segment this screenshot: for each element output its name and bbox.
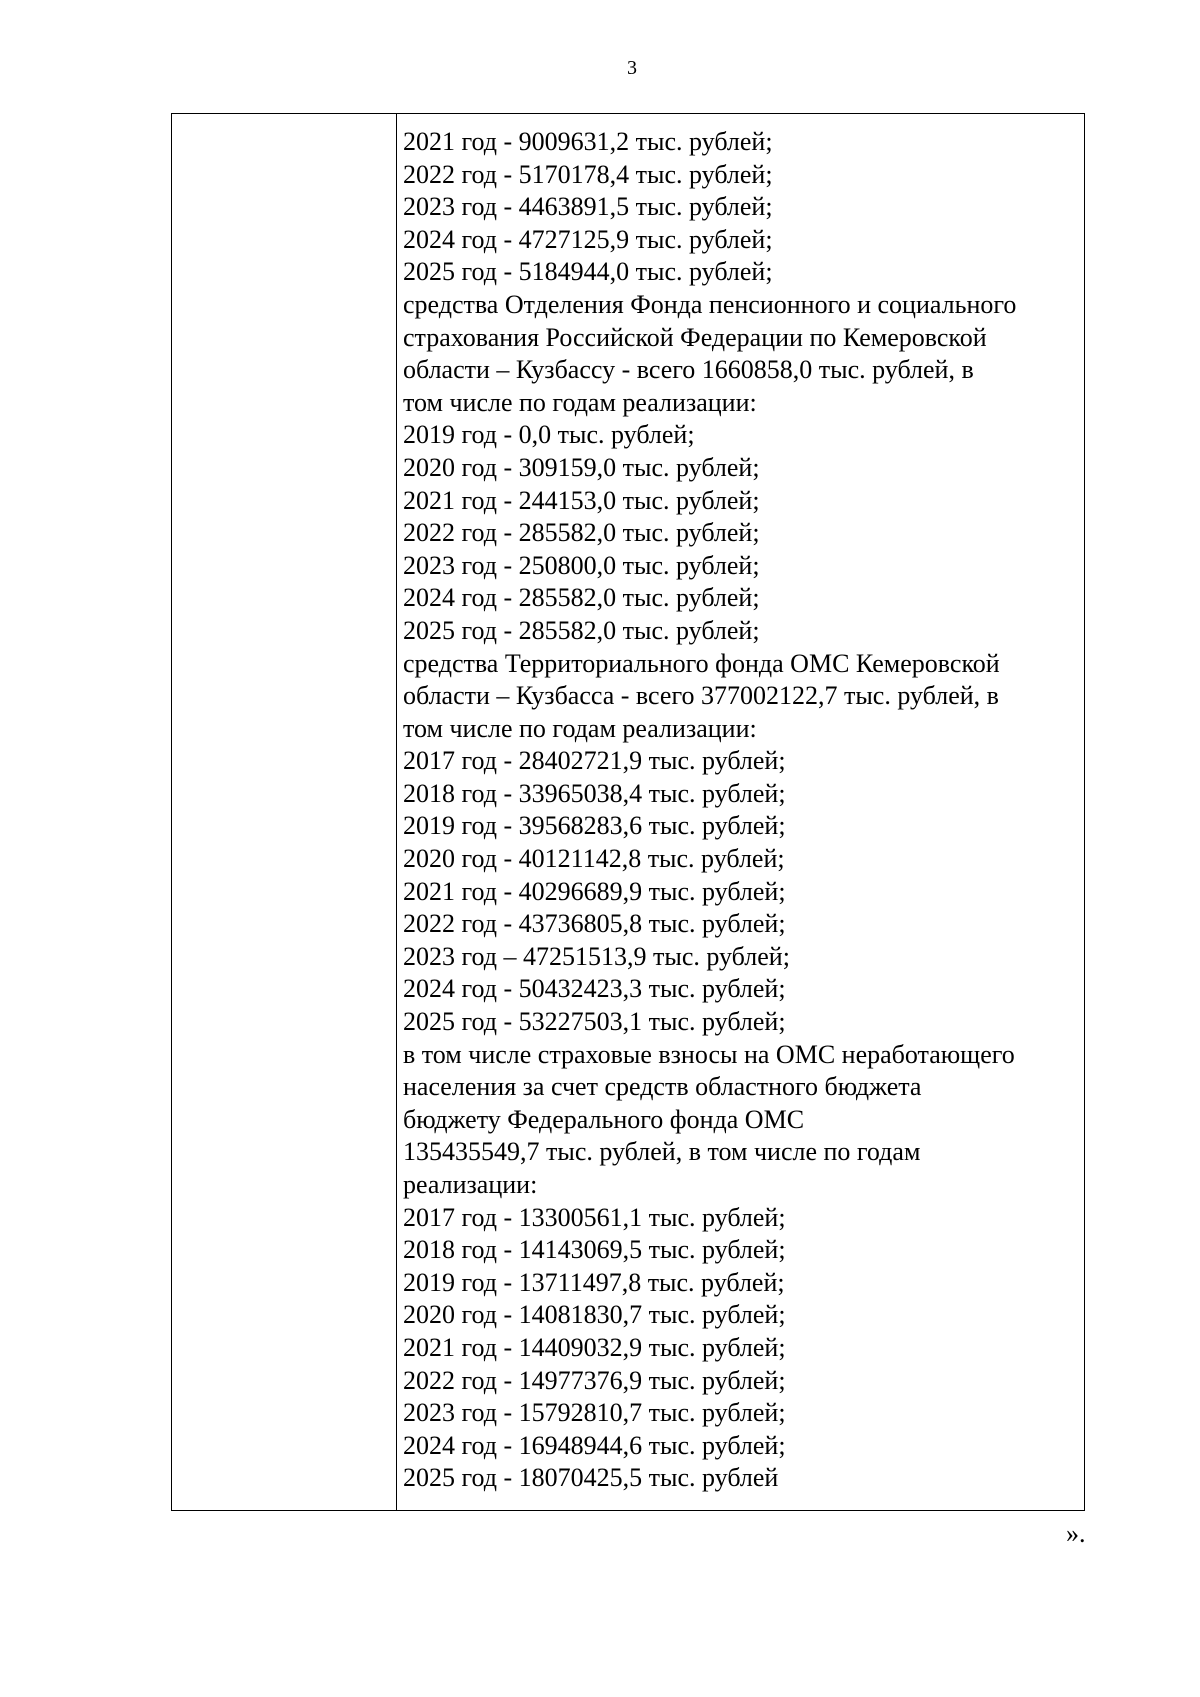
- text-line: том числе по годам реализации:: [403, 713, 757, 743]
- text-line: 2021 год - 244153,0 тыс. рублей;: [403, 485, 760, 515]
- page-number: 3: [627, 57, 637, 79]
- text-line: 2025 год - 5184944,0 тыс. рублей;: [403, 257, 773, 287]
- text-line: 2024 год - 16948944,6 тыс. рублей;: [403, 1430, 786, 1460]
- text-line: 2022 год - 43736805,8 тыс. рублей;: [403, 909, 786, 939]
- text-line: страхования Российской Федерации по Кемеровской: [403, 322, 987, 352]
- text-line: 2021 год - 14409032,9 тыс. рублей;: [403, 1332, 786, 1362]
- text-line: 2025 год - 18070425,5 тыс. рублей: [403, 1463, 779, 1493]
- text-line: 2021 год - 9009631,2 тыс. рублей;: [403, 127, 773, 156]
- text-line: населения за счет средств областного бюджета: [403, 1072, 922, 1102]
- table-row: [172, 114, 1085, 1511]
- text-line: 2024 год - 50432423,3 тыс. рублей;: [403, 974, 786, 1004]
- text-line: 2020 год - 14081830,7 тыс. рублей;: [403, 1300, 786, 1330]
- text-line: 2020 год - 40121142,8 тыс. рублей;: [403, 844, 785, 874]
- text-line: 2023 год - 250800,0 тыс. рублей;: [403, 550, 760, 580]
- funding-lines: [403, 126, 1084, 1495]
- text-line: средства Отделения Фонда пенсионного и социального: [403, 289, 1017, 319]
- text-line: том числе по годам реализации:: [403, 387, 757, 417]
- text-line: 2019 год - 13711497,8 тыс. рублей;: [403, 1267, 785, 1297]
- table-right-cell: [397, 114, 1085, 1511]
- text-line: 2023 год - 15792810,7 тыс. рублей;: [403, 1398, 786, 1428]
- text-line: 2022 год - 285582,0 тыс. рублей;: [403, 518, 760, 548]
- text-line: 2018 год - 33965038,4 тыс. рублей;: [403, 778, 786, 808]
- text-line: бюджету Федерального фонда ОМС: [403, 1104, 805, 1134]
- text-line: области – Кузбасса - всего 377002122,7 тыс. рублей, в: [403, 681, 999, 711]
- text-line: 2021 год - 40296689,9 тыс. рублей;: [403, 876, 786, 906]
- text-line: 2020 год - 309159,0 тыс. рублей;: [403, 452, 760, 482]
- text-line: 2024 год - 285582,0 тыс. рублей;: [403, 583, 760, 613]
- text-line: реализации:: [403, 1170, 538, 1199]
- text-line: 135435549,7 тыс. рублей, в том числе по годам: [403, 1137, 921, 1167]
- text-line: средства Территориального фонда ОМС Кемеровской: [403, 648, 1000, 678]
- text-line: в том числе страховые взносы на ОМС неработающего: [403, 1039, 1015, 1069]
- text-line: 2023 год – 47251513,9 тыс. рублей;: [403, 941, 790, 971]
- closing-quote-mark: ».: [1066, 1519, 1086, 1548]
- text-line: 2025 год - 285582,0 тыс. рублей;: [403, 615, 760, 645]
- text-line: 2019 год - 0,0 тыс. рублей;: [403, 420, 695, 450]
- funding-table: [171, 113, 1085, 1511]
- text-line: 2018 год - 14143069,5 тыс. рублей;: [403, 1235, 786, 1265]
- text-line: 2023 год - 4463891,5 тыс. рублей;: [403, 192, 773, 222]
- text-line: 2017 год - 28402721,9 тыс. рублей;: [403, 746, 786, 776]
- text-line: 2017 год - 13300561,1 тыс. рублей;: [403, 1202, 786, 1232]
- table-left-cell: [172, 114, 397, 1511]
- text-line: 2022 год - 14977376,9 тыс. рублей;: [403, 1365, 786, 1395]
- text-line: 2022 год - 5170178,4 тыс. рублей;: [403, 159, 773, 189]
- text-line: 2019 год - 39568283,6 тыс. рублей;: [403, 811, 786, 841]
- text-line: области – Кузбассу - всего 1660858,0 тыс. рублей, в: [403, 355, 974, 385]
- text-line: 2025 год - 53227503,1 тыс. рублей;: [403, 1007, 786, 1037]
- text-line: 2024 год - 4727125,9 тыс. рублей;: [403, 224, 773, 254]
